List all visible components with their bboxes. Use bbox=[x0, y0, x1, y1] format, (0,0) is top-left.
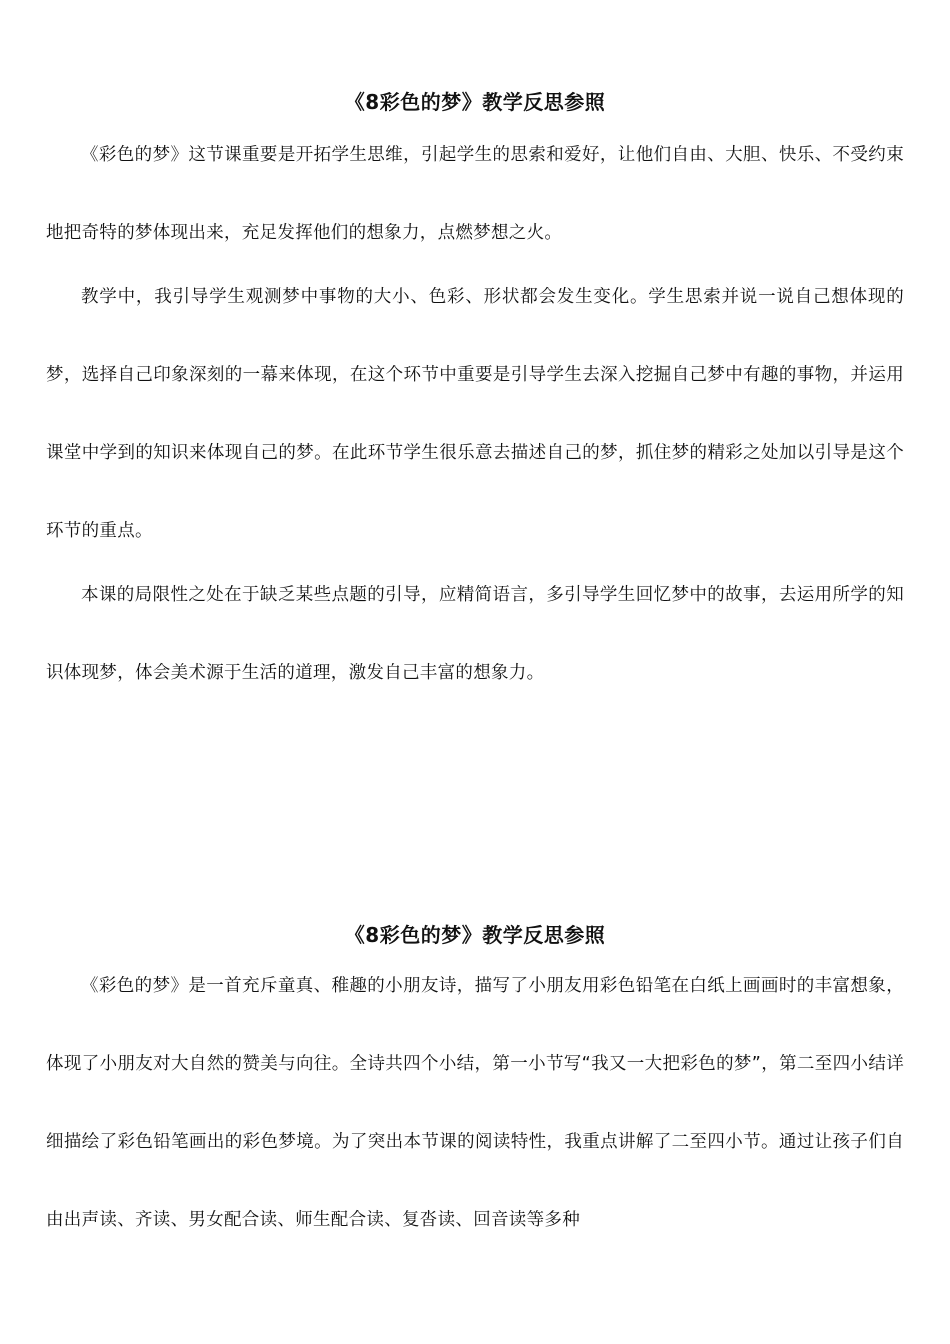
section-1-paragraph-2: 教学中，我引导学生观测梦中事物的大小、色彩、形状都会发生变化。学生思索并说一说自己想体现的梦，选择自己印象深刻的一幕来体现，在这个环节中重要是引导学生去深入挖掘自己梦中有趣的事物，并运用课堂中学到的知识来体现自己的梦。在此环节学生很乐意去描述自己的梦，抓住梦的精彩之处加以引导是这个环节的重点。 bbox=[46, 287, 904, 541]
section-1-paragraph-1: 《彩色的梦》这节课重要是开拓学生思维，引起学生的思索和爱好，让他们自由、大胆、快乐、不受约束地把奇特的梦体现出来，充足发挥他们的想象力，点燃梦想之火。 bbox=[46, 145, 904, 243]
section-2-title: 《8彩色的梦》教学反思参照 bbox=[344, 923, 606, 947]
section-1-title: 《8彩色的梦》教学反思参照 bbox=[344, 90, 606, 114]
section-1-paragraph-3: 本课的局限性之处在于缺乏某些点题的引导，应精简语言，多引导学生回忆梦中的故事，去运用所学的知识体现梦，体会美术源于生活的道理，激发自己丰富的想象力。 bbox=[46, 585, 904, 683]
section-2-paragraph-1: 《彩色的梦》是一首充斥童真、稚趣的小朋友诗，描写了小朋友用彩色铅笔在白纸上画画时的丰富想象，体现了小朋友对大自然的赞美与向往。全诗共四个小结，第一小节写“我又一大把彩色的梦”，第二至四小结详细描绘了彩色铅笔画出的彩色梦境。为了突出本节课的阅读特性，我重点讲解了二至四小节。通过让孩子们自由出声读、齐读、男女配合读、师生配合读、复沓读、回音读等多种 bbox=[46, 976, 904, 1230]
